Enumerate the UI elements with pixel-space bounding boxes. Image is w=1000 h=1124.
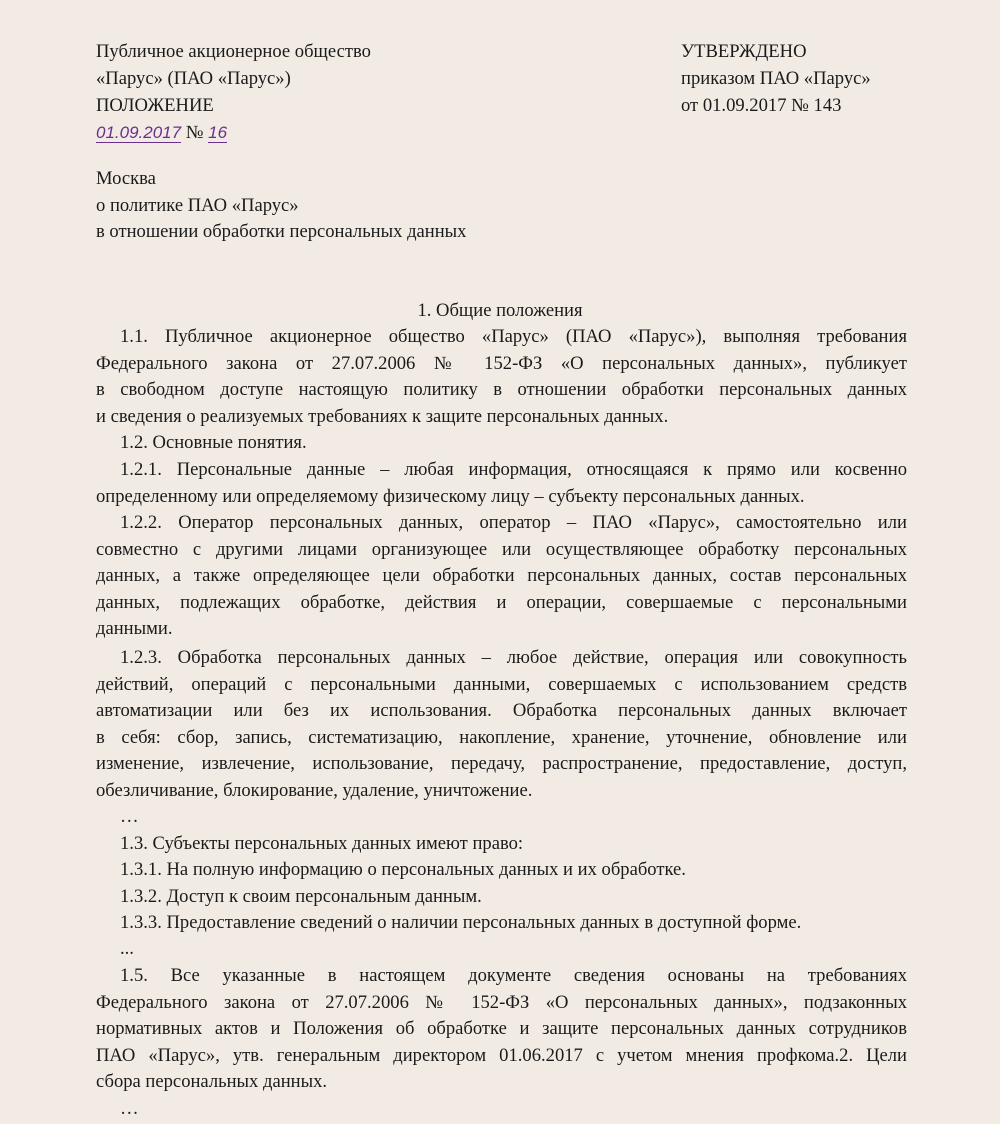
text-line: автоматизации или без их использования. Обработка персональных данных включает xyxy=(96,700,907,721)
doc-date-handwritten: 01.09.2017 xyxy=(96,123,182,142)
paragraph-1-1 xyxy=(96,324,907,430)
paragraph-1-3: 1.3. Субъекты персональных данных имеют право: xyxy=(120,833,524,854)
doc-number-handwritten: 16 xyxy=(208,123,228,142)
text-line: в себя: сбор, запись, систематизацию, накопление, хранение, уточнение, обновление или xyxy=(96,726,907,748)
text-line: данными. xyxy=(96,618,173,639)
doc-title-line2: в отношении обработки персональных данных xyxy=(96,221,467,242)
ellipsis: ... xyxy=(120,938,134,959)
text-line: 1.1. Публичное акционерное общество «Парус» (ПАО «Парус»), выполняя требования xyxy=(120,326,907,347)
text-line: 1.2.1. Персональные данные – любая информация, относящаяся к прямо или косвенно xyxy=(120,459,907,480)
number-sign: № xyxy=(185,122,204,143)
text-line: обезличивание, блокирование, удаление, уничтожение. xyxy=(96,779,533,801)
city: Москва xyxy=(96,168,156,189)
paragraph-1-3-2: 1.3.2. Доступ к своим персональным данным. xyxy=(120,886,482,907)
text-line: 1.5. Все указанные в настоящем документе сведения основаны на требованиях xyxy=(120,965,907,986)
approved-label: УТВЕРЖДЕНО xyxy=(681,41,807,62)
text-line: изменение, извлечение, использование, передачу, распространение, предоставление, доступ, xyxy=(96,753,907,774)
paragraph-1-2-3 xyxy=(96,645,907,804)
text-line: нормативных актов и Положения об обработке и защите персональных данных сотрудников xyxy=(96,1018,907,1039)
text-line: в свободном доступе настоящую политику в отношении обработки персональных данных xyxy=(96,379,907,400)
doc-type: ПОЛОЖЕНИЕ xyxy=(96,95,214,116)
org-name-line2: «Парус» (ПАО «Парус») xyxy=(96,68,291,89)
section-title: 1. Общие положения xyxy=(417,300,583,321)
approved-by: приказом ПАО «Парус» xyxy=(681,68,871,89)
org-name-line1: Публичное акционерное общество xyxy=(96,41,371,62)
approved-date: от 01.09.2017 № 143 xyxy=(681,95,842,116)
doc-title-line1: о политике ПАО «Парус» xyxy=(96,195,299,216)
text-line: определенному или определяемому физическому лицу – субъекту персональных данных. xyxy=(96,485,805,507)
text-line: 1.2.3. Обработка персональных данных – любое действие, операция или совокупность xyxy=(120,647,907,668)
text-line: Федерального закона от 27.07.2006 № 152-ФЗ «О персональных данных», публикует xyxy=(96,352,907,374)
doc-date-number xyxy=(96,120,227,146)
text-line: и сведения о реализуемых требованиях к защите персональных данных. xyxy=(96,405,669,427)
text-line: Федерального закона от 27.07.2006 № 152-ФЗ «О персональных данных», подзаконных xyxy=(96,991,907,1013)
paragraph-1-2-1 xyxy=(96,457,907,510)
text-line: данных, подлежащих обработке, действия и операции, совершаемые с персональными xyxy=(96,591,907,613)
text-line: ПАО «Парус», утв. генеральным директором 01.06.2017 с учетом мнения профкома.2. Цели xyxy=(96,1044,907,1066)
text-line: совместно с другими лицами организующее или осуществляющее обработку персональных xyxy=(96,538,907,560)
paragraph-1-2-2 xyxy=(96,510,907,643)
text-line: данных, а также определяющее цели обработки персональных данных, состав персональных xyxy=(96,565,907,586)
paragraph-1-5 xyxy=(96,963,907,1096)
text-line: действий, операций с персональными данными, совершаемых с использованием средств xyxy=(96,673,907,695)
ellipsis: … xyxy=(120,1098,139,1119)
text-line: 1.2.2. Оператор персональных данных, оператор – ПАО «Парус», самостоятельно или xyxy=(120,512,907,533)
paragraph-1-3-1: 1.3.1. На полную информацию о персональных данных и их обработке. xyxy=(120,859,686,880)
paragraph-1-3-3: 1.3.3. Предоставление сведений о наличии персональных данных в доступной форме. xyxy=(120,912,802,933)
ellipsis: … xyxy=(120,806,139,827)
paragraph-1-2: 1.2. Основные понятия. xyxy=(120,432,307,453)
text-line: сбора персональных данных. xyxy=(96,1071,328,1092)
